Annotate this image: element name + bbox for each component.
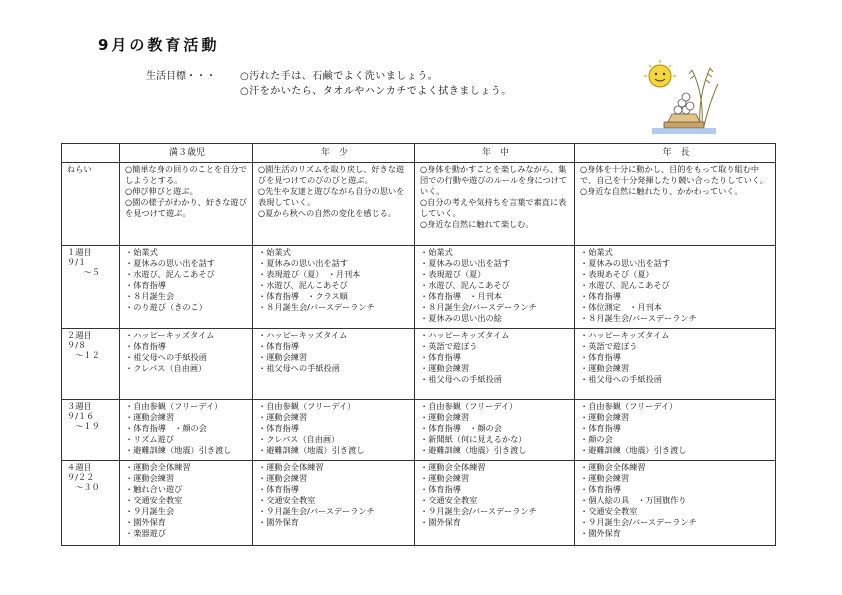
activity-item: ・運動会練習 — [580, 412, 630, 422]
week-label-cell — [62, 329, 120, 400]
activity-item: ・体育指導 — [258, 341, 299, 351]
activity-cell — [575, 461, 776, 546]
activity-item: ・触れ合い遊び — [125, 484, 183, 494]
activity-cell — [575, 246, 776, 329]
moon-viewing-illustration — [632, 56, 722, 136]
activity-item: ・体育指導 — [580, 484, 621, 494]
aim-item: ○夏から秋への自然の変化を感じる。 — [258, 208, 397, 218]
activity-item: ・個人絵の具 ・万国旗作り — [580, 495, 687, 505]
activity-item: ・９月誕生会/バースデーランチ — [580, 517, 697, 527]
aim-item: ○身体を十分に動かし、目的をもって取り組む中で、自己を十分発揮したり競い合ったりしていく。 — [580, 164, 768, 185]
activity-cell — [120, 461, 253, 546]
activity-item: ・ハッピーキッズタイム — [258, 330, 348, 340]
activity-item: ・避難訓練（地震）引き渡し — [580, 445, 687, 455]
activity-item: ・交通安全教室 — [258, 495, 316, 505]
activity-item: ・のり遊び（きのこ） — [125, 302, 207, 312]
week-dates: ９/１ — [67, 257, 87, 267]
aim-label: ねらい — [62, 163, 120, 246]
week-label: ４週目 — [67, 462, 92, 472]
activity-item: ・始業式 — [420, 247, 453, 257]
aim-item: ○園の様子がわかり、好きな遊びを見つけて遊ぶ。 — [125, 197, 247, 218]
activity-cell — [415, 400, 575, 461]
activity-cell — [253, 400, 415, 461]
week-row — [62, 329, 776, 400]
activity-item: ・園外保育 — [580, 528, 621, 538]
activity-item: ・体育指導 ・クラス順 — [258, 291, 348, 301]
activity-item: ・避難訓練（地震）引き渡し — [125, 445, 232, 455]
life-goal-label: 生活目標・・・ — [146, 71, 216, 82]
aim-item: ○簡単な身の回りのことを自分でしようとする。 — [125, 164, 247, 185]
activity-item: ・祖父母への手紙投函 — [420, 374, 502, 384]
aim-cell-age3 — [120, 163, 253, 246]
activity-item: ・運動会練習 — [125, 412, 175, 422]
activity-item: ・運動会練習 — [125, 473, 175, 483]
activity-item: ・８月誕生会/バースデーランチ — [580, 313, 697, 323]
aim-cell-nenchu — [415, 163, 575, 246]
activity-item: ・体育指導 — [125, 280, 166, 290]
activity-item: ・運動会練習 — [258, 352, 308, 362]
activity-item: ・運動会練習 — [420, 363, 470, 373]
life-goal-line-2: ○汗をかいたら、タオルやハンカチでよく拭きましょう。 — [240, 86, 512, 97]
week-row — [62, 246, 776, 329]
activity-item: ・運動会練習 — [258, 412, 308, 422]
activity-item: ・運動会練習 — [420, 412, 470, 422]
activity-cell — [415, 246, 575, 329]
activity-cell — [120, 329, 253, 400]
activity-item: ・体育指導 — [258, 484, 299, 494]
week-label: ３週目 — [67, 401, 92, 411]
activity-cell — [253, 246, 415, 329]
week-dates: ９/１６ — [67, 411, 95, 421]
aim-cell-nensho — [253, 163, 415, 246]
week-label: ２週目 — [67, 330, 92, 340]
aim-item: ○自分の考えや気持ちを言葉で素直に表していく。 — [420, 197, 567, 218]
activity-item: ・水遊び、泥んこあそび — [420, 280, 510, 290]
activity-item: ・体育指導 — [125, 341, 166, 351]
activity-item: ・祖父母への手紙投函 — [125, 352, 207, 362]
activity-item: ・９月誕生会/バースデーランチ — [258, 506, 375, 516]
activity-item: ・体育指導 — [258, 423, 299, 433]
activity-item: ・始業式 — [258, 247, 291, 257]
activity-item: ・表現遊び（夏） ・月刊本 — [258, 269, 361, 279]
activity-item: ・体位測定 ・月刊本 — [580, 302, 662, 312]
activity-item: ・水遊び、泥んこあそび — [125, 269, 215, 279]
week-dates: ９/８ — [67, 340, 87, 350]
activity-item: ・交通安全教室 — [580, 506, 638, 516]
activity-item: ・交通安全教室 — [420, 495, 478, 505]
activity-item: ・運動会練習 — [420, 473, 470, 483]
aim-row — [62, 163, 776, 246]
activity-item: ・新聞紙（何に見えるかな） — [420, 434, 527, 444]
aim-item: ○身体を動かすことを楽しみながら、集団での行動や遊びのルールを身につけていく。 — [420, 164, 568, 196]
week-row — [62, 400, 776, 461]
activity-cell — [120, 400, 253, 461]
week-label-cell — [62, 400, 120, 461]
activity-item: ・ハッピーキッズタイム — [420, 330, 510, 340]
activity-item: ・体育指導 — [580, 352, 621, 362]
activity-cell — [415, 461, 575, 546]
activity-item: ・体育指導 ・顔の会 — [125, 423, 207, 433]
dango-stand-icon — [664, 93, 704, 128]
activity-item: ・顔の会 — [580, 434, 613, 444]
header-nensho: 年 少 — [253, 144, 415, 163]
week-dates-end: ～１２ — [67, 350, 100, 360]
activity-item: ・始業式 — [580, 247, 613, 257]
aim-item: ○身近な自然に触れて楽しむ。 — [420, 219, 534, 229]
activity-item: ・園外保育 — [420, 517, 461, 527]
activity-item: ・８月誕生会 — [125, 291, 175, 301]
activity-cell — [415, 329, 575, 400]
activity-item: ・自由参観（フリーデイ） — [580, 401, 678, 411]
aim-item: ○先生や友達と遊びながら自分の思いを表現していく。 — [258, 186, 405, 207]
activity-item: ・表現遊び（夏） — [420, 269, 486, 279]
sun-icon — [644, 60, 676, 87]
life-goal-line-1: ○汚れた手は、石鹸でよく洗いましょう。 — [240, 71, 439, 82]
activity-item: ・クレパス（自由画） — [125, 363, 207, 373]
education-plan-table — [61, 143, 776, 546]
activity-item: ・リズム遊び — [125, 434, 174, 444]
activity-cell — [575, 329, 776, 400]
activity-item: ・英語で遊ぼう — [580, 341, 638, 351]
header-nenchu: 年 中 — [415, 144, 575, 163]
activity-item: ・体育指導 — [420, 352, 461, 362]
activity-item: ・８月誕生会/バースデーランチ — [258, 302, 375, 312]
week-dates-end: ～１９ — [67, 421, 100, 431]
activity-item: ・クレパス（自由画） — [258, 434, 340, 444]
activity-item: ・避難訓練（地震）引き渡し — [258, 445, 365, 455]
aim-item: ○伸び伸びと遊ぶ。 — [125, 186, 198, 196]
activity-item: ・体育指導 ・顔の会 — [420, 423, 502, 433]
activity-item: ・９月誕生会/バースデーランチ — [420, 506, 537, 516]
aim-item: ○園生活のリズムを取り戻し、好きな遊びを見つけてのびのびと遊ぶ。 — [258, 164, 405, 185]
activity-item: ・交通安全教室 — [125, 495, 183, 505]
activity-item: ・体育指導 ・月刊本 — [420, 291, 502, 301]
activity-item: ・夏休みの思い出を話す — [125, 258, 216, 268]
ground-shape — [652, 128, 716, 134]
activity-item: ・夏休みの思い出を話す — [580, 258, 671, 268]
activity-item: ・夏休みの思い出の絵 — [420, 313, 502, 323]
activity-cell — [253, 329, 415, 400]
activity-item: ・運動会全体練習 — [258, 462, 324, 472]
week-dates: ９/２２ — [67, 472, 95, 482]
header-blank — [62, 144, 120, 163]
activity-item: ・水遊び、泥んこあそび — [258, 280, 348, 290]
activity-item: ・祖父母への手紙投函 — [580, 374, 662, 384]
header-age3: 満３歳児 — [120, 144, 253, 163]
activity-item: ・９月誕生会 — [125, 506, 175, 516]
activity-item: ・夏休みの思い出を話す — [258, 258, 349, 268]
activity-item: ・夏休みの思い出を話す — [420, 258, 511, 268]
header-nencho: 年 長 — [575, 144, 776, 163]
activity-item: ・体育指導 — [580, 423, 621, 433]
activity-item: ・水遊び、泥んこあそび — [580, 280, 670, 290]
activity-item: ・運動会練習 — [580, 473, 630, 483]
week-row — [62, 461, 776, 546]
activity-item: ・表現あそび（夏） — [580, 269, 654, 279]
activity-cell — [575, 400, 776, 461]
activity-item: ・ハッピーキッズタイム — [580, 330, 670, 340]
activity-item: ・運動会全体練習 — [420, 462, 486, 472]
activity-item: ・始業式 — [125, 247, 158, 257]
aim-item: ○身近な自然に触れたり、かかわっていく。 — [580, 186, 743, 196]
activity-item: ・運動会練習 — [258, 473, 308, 483]
activity-item: ・自由参観（フリーデイ） — [125, 401, 223, 411]
activity-item: ・避難訓練（地震）引き渡し — [420, 445, 527, 455]
activity-item: ・祖父母への手紙投函 — [258, 363, 340, 373]
activity-item: ・体育指導 — [420, 484, 461, 494]
activity-item: ・８月誕生会/バースデーランチ — [420, 302, 537, 312]
activity-item: ・楽器遊び — [125, 528, 166, 538]
week-dates-end: ～５ — [67, 267, 100, 277]
week-label-cell — [62, 461, 120, 546]
week-label-cell — [62, 246, 120, 329]
week-label: １週目 — [67, 247, 92, 257]
activity-item: ・運動会全体練習 — [125, 462, 191, 472]
activity-item: ・体育指導 — [580, 291, 621, 301]
activity-cell — [253, 461, 415, 546]
activity-item: ・運動会練習 — [580, 363, 630, 373]
activity-item: ・園外保育 — [125, 517, 166, 527]
activity-item: ・ハッピーキッズタイム — [125, 330, 215, 340]
aim-cell-nencho — [575, 163, 776, 246]
activity-cell — [120, 246, 253, 329]
activity-item: ・自由参観（フリーデイ） — [258, 401, 356, 411]
page-title: 9月の教育活動 — [98, 36, 220, 54]
table-header-row — [62, 144, 776, 163]
activity-item: ・運動会全体練習 — [580, 462, 646, 472]
week-dates-end: ～３０ — [67, 482, 100, 492]
activity-item: ・自由参観（フリーデイ） — [420, 401, 518, 411]
activity-item: ・英語で遊ぼう — [420, 341, 478, 351]
activity-item: ・園外保育 — [258, 517, 299, 527]
